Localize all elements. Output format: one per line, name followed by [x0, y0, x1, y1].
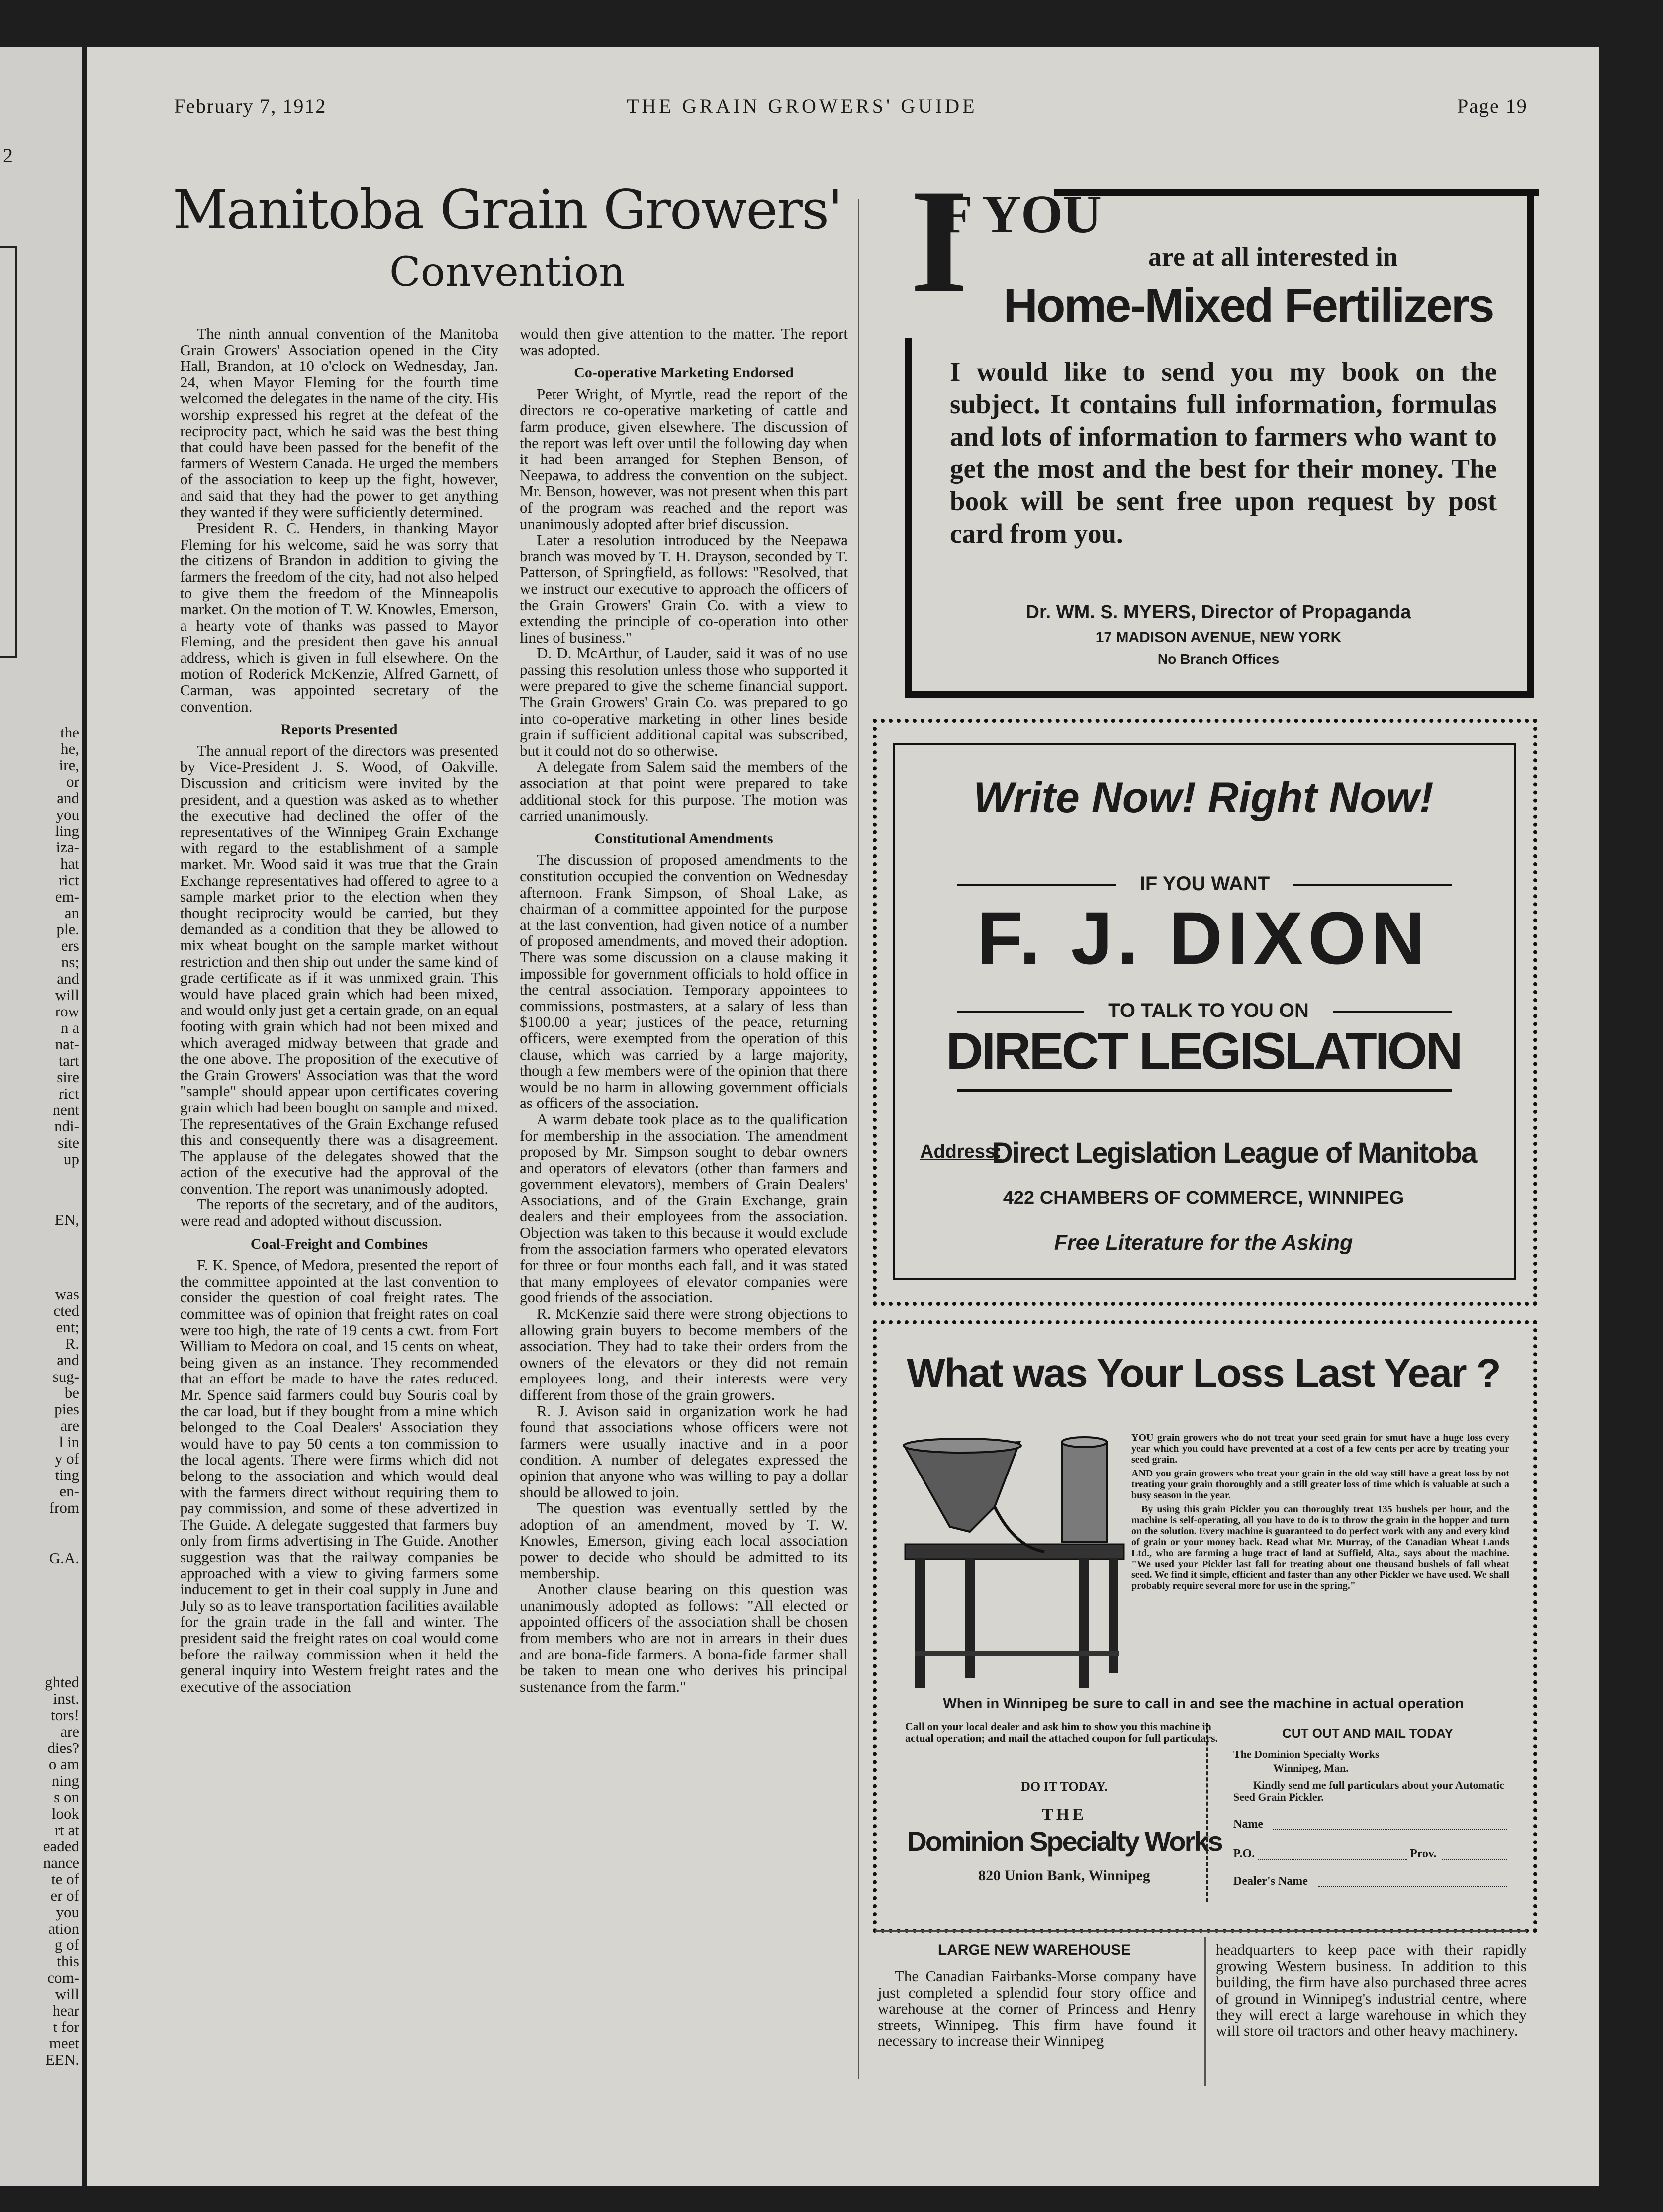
previous-page-fragment: are — [60, 1417, 79, 1434]
ad-dixon-rule — [957, 1011, 1084, 1013]
previous-page-fragment: ers — [61, 937, 79, 954]
paragraph: The discussion of proposed amendments to the constitution occupied the convention on Wednesday afternoon. Frank Simpson, of Shoal Lake, as chairman of a committee appointed for the purpose at the last convention, had given notice of a number of proposed amendments, and moved their adoption. There was some discussion on a clause making it impossible for government officials to hold office in the central association. Temporary appointees to commissions, postmasters, at a salary of less than $100.00 a year; justices of the peace, returning officers, were exempted from the operation of this clause, which was carried by a large majority, though a few members were of the opinion that there would be no harm in allowing government officials as officers of the association. — [520, 851, 848, 1112]
previous-page-fragment: will — [55, 1985, 79, 2003]
paragraph: A warm debate took place as to the qualification for membership in the association. The amendment proposed by Mr. Simpson sought to debar owners and operators of elevators (other than farmers and government elevators), members of Grain Dealers' Associations, and of the Grain Exchange, grain dealers and their employees from the association. Objection was taken to this because it would exclude from the association farmers who operated elevators for three or four months each fall, and it was stated that many employees of elevator companies were good friends of the association. — [520, 1110, 848, 1306]
previous-page-fragment: are — [60, 1723, 79, 1740]
ad-fertilizer-lead: F YOU — [940, 185, 1102, 244]
previous-page-fragment: ning — [51, 1772, 79, 1789]
coupon-text: Kindly send me full particulars about your Automatic Seed Grain Pickler. — [1233, 1779, 1505, 1803]
coupon-name-label: Name — [1233, 1818, 1263, 1831]
ad-dixon-free: Free Literature for the Asking — [1054, 1231, 1353, 1255]
pickler-machine-illustration — [895, 1432, 1129, 1701]
previous-page-fragment: ndi- — [54, 1117, 79, 1135]
ad-fertilizer-headline: Home-Mixed Fertilizers — [1003, 279, 1493, 332]
ad-pickler-company-address: 820 Union Bank, Winnipeg — [978, 1867, 1150, 1884]
previous-page-fragment: eaded — [43, 1838, 79, 1855]
ad-pickler-call-on: Call on your local dealer and ask him to show you this machine in actual operation; and mail the attached coupon for full particulars. — [905, 1720, 1218, 1744]
previous-page-fragment: sug- — [52, 1368, 79, 1385]
ad-dixon-rule — [957, 1089, 1452, 1092]
previous-page-fragment: will — [55, 986, 79, 1004]
ad-dixon-rule — [1333, 1011, 1452, 1013]
coupon-po-label: P.O. — [1233, 1847, 1255, 1860]
previous-page-fragment: you — [56, 806, 79, 823]
previous-page-fragment: and — [57, 789, 79, 807]
coupon-po-field[interactable] — [1258, 1858, 1407, 1860]
ad-dixon-league: Direct Legislation League of Manitoba — [992, 1137, 1477, 1169]
ad-dixon-headline: Write Now! Right Now! — [973, 774, 1434, 822]
previous-page-fragment: em- — [55, 888, 79, 905]
section-heading-constitutional: Constitutional Amendments — [594, 830, 773, 847]
coupon-prov-field[interactable] — [1442, 1858, 1507, 1860]
previous-page-fragment: up — [64, 1150, 79, 1168]
ad-dixon-street: 422 CHAMBERS OF COMMERCE, WINNIPEG — [1003, 1188, 1404, 1208]
previous-page-number: 2 — [3, 144, 13, 167]
coupon-dealer-field[interactable] — [1318, 1885, 1507, 1887]
ad-pickler-company: Dominion Specialty Works — [907, 1826, 1222, 1857]
previous-page-fragment: sire — [57, 1068, 79, 1086]
previous-page-fragment: or — [66, 773, 79, 790]
previous-page-fragment: rict — [58, 871, 79, 889]
previous-page-fragment: G.A. — [49, 1549, 79, 1567]
previous-page-fragment: was — [55, 1286, 79, 1303]
coupon-cut-line — [1206, 1723, 1210, 1902]
ad-fertilizer-note: No Branch Offices — [1157, 651, 1280, 667]
coupon-to: The Dominion Specialty Works — [1233, 1748, 1380, 1760]
ad-pickler-do-it: DO IT TODAY. — [1021, 1779, 1108, 1794]
article-column-1 — [180, 326, 498, 2076]
previous-page-fragment: pies — [54, 1400, 79, 1418]
paragraph: headquarters to keep pace with their rapidly growing Western business. In addition to this building, the firm have also purchased three acres of ground in Winnipeg's industrial centre, where they will erect a large warehouse in which they will store oil tractors and other heavy machinery. — [1216, 1941, 1527, 2039]
ad-dixon-if-you-want: IF YOU WANT — [1139, 873, 1270, 895]
previous-page-fragment: hear — [52, 2002, 79, 2019]
ad-dixon-address-label: Address: — [920, 1141, 1002, 1162]
previous-page-fragment: o am — [48, 1755, 79, 1773]
previous-page-fragment: the — [60, 724, 79, 741]
previous-page-fragment: rict — [58, 1085, 79, 1102]
ad-fertilizer-signature: Dr. WM. S. MYERS, Director of Propaganda — [1025, 602, 1411, 623]
warehouse-column-a — [878, 1968, 1196, 2049]
paragraph: F. K. Spence, of Medora, presented the report of the committee appointed at the last convention to consider the question of coal freight rates. The committee was of opinion that freight rates on coal were too high, the rate of 19 cents a cwt. from Fort William to Medora on coal, and 15 cents on wheat, being given as an instance. They recommended that an effort be made to have the rates reduced. Mr. Spence said farmers could buy Souris coal by the car load, but if they bought from a mine which belonged to the Coal Dealers' Association they would have to pay 50 cents a ton commission to the local agents. There were firms which did not belong to the association and which would deal with the farmers direct without requiring them to pay commission, and some of these advertized in The Guide. A delegate suggested that farmers buy only from firms advertising in The Guide. Another suggestion was that the railway companies be approached with a view to giving farmers some inducement to get in their coal supply in June and July so as to leave transportation facilities available for the grain trade in the fall and winter. The president said the freight rates on coal would come before the railway commission when it held the general inquiry into Western freight rates and the executive of the association — [180, 1256, 498, 1695]
coupon-title: CUT OUT AND MAIL TODAY — [1282, 1726, 1453, 1741]
previous-page-fragment: an — [64, 904, 79, 922]
previous-page-fragment: tors! — [51, 1706, 79, 1724]
header-page-number: Page 19 — [1457, 95, 1528, 117]
coupon-name-field[interactable] — [1273, 1828, 1507, 1830]
previous-page-fragment: you — [56, 1903, 79, 1921]
previous-page-fragment: meet — [49, 2034, 79, 2052]
paragraph: D. D. McArthur, of Lauder, said it was of no use passing this resolution unless those who supported it were prepared to give the scheme financial support. The Grain Growers' Grain Co. was prepared to go into co-operative marketing in other lines beside grain if sufficient additional capital was subscribed, but it could not do so otherwise. — [520, 645, 848, 759]
warehouse-divider — [1204, 1937, 1206, 2086]
coupon-prov-label: Prov. — [1410, 1847, 1437, 1860]
previous-page-fragment: iza- — [56, 838, 79, 856]
section-heading-coal: Coal-Freight and Combines — [250, 1235, 428, 1252]
paragraph: would then give attention to the matter. The report was adopted. — [520, 326, 848, 359]
previous-page-box — [0, 246, 17, 658]
paragraph: R. McKenzie said there were strong objections to allowing grain buyers to become members of the association. They had to take their orders from the owners of the elevators or they did not remain employees long, and their interests were very different from those of the grain growers. — [520, 1305, 848, 1403]
ad-fertilizer-line2: are at all interested in — [1148, 242, 1398, 272]
ad-dixon-rule — [957, 884, 1116, 886]
ad-pickler-headline: What was Your Loss Last Year ? — [907, 1351, 1500, 1396]
previous-page-fragment: ling — [55, 822, 79, 839]
previous-page-fragment: site — [57, 1134, 79, 1151]
ad-dixon-rule — [1293, 884, 1452, 886]
ad-fertilizer-left-rule — [905, 338, 912, 694]
previous-page-fragment: and — [57, 970, 79, 987]
paragraph: The reports of the secretary, and of the auditors, were read and adopted without discussion. — [180, 1196, 498, 1230]
previous-page-fragment: ting — [55, 1466, 79, 1483]
previous-page-fragment: R. — [65, 1335, 79, 1352]
previous-page-fragment: nent — [52, 1101, 79, 1118]
paragraph: The question was eventually settled by the adoption of an amendment, moved by T. W. Knowles, Emerson, giving each local association power to decide who should be admitted to its membership. — [520, 1499, 848, 1582]
ad-fertilizer-initial: I — [910, 159, 968, 324]
previous-page-fragment: this — [57, 1952, 79, 1970]
ad-pickler-text-p3: By using this grain Pickler you can thoroughly treat 135 bushels per hour, and the machine is self-operating, all you have to do is to throw the grain in the hopper and turn on the solution. Every machine is guaranteed to do perfect work with any and every kind of grain or your money back. Read what Mr. Murray, of the Canadian Wheat Lands Ltd., who are farming a huge tract of land at Suffield, Alta., says about the machine. "We used your Pickler last fall for treating about one thousand bushels of fall wheat seed. We find it simple, efficient and faster than any other Pickler we have used. We shall probably require several more for use in the spring." — [1131, 1504, 1509, 1591]
previous-page-fragment: nat- — [55, 1035, 79, 1053]
previous-page-fragment: he, — [60, 740, 79, 757]
previous-page-fragment: and — [57, 1351, 79, 1369]
previous-page-fragment: l in — [59, 1433, 79, 1451]
paragraph: The Canadian Fairbanks-Morse company have just completed a splendid four story office and warehouse at the corner of Princess and Henry streets, Winnipeg. This firm have found it necessary to increase their Winnipeg — [878, 1967, 1196, 2050]
previous-page-fragment: y of — [54, 1450, 79, 1467]
previous-page-fragment: tart — [58, 1052, 79, 1069]
previous-page-fragment: en- — [59, 1482, 79, 1500]
ad-fertilizer-address: 17 MADISON AVENUE, NEW YORK — [1095, 629, 1342, 645]
ad-fertilizer-top-rule — [1054, 189, 1539, 196]
ad-pickler-text-p2: AND you grain growers who treat your grain in the old way still have a great loss by not treating your grain thoroughly and a still greater loss of time which is valuable at such a busy season in the year. — [1131, 1468, 1509, 1501]
previous-page-fragment: EN, — [54, 1211, 79, 1228]
previous-page-fragment: ent; — [56, 1318, 79, 1336]
previous-page-fragment: from — [49, 1499, 79, 1516]
section-heading-coop: Co-operative Marketing Endorsed — [574, 365, 794, 381]
ad-pickler-winnipeg: When in Winnipeg be sure to call in and see the machine in actual operation — [943, 1696, 1464, 1712]
previous-page-fragment: nance — [43, 1854, 79, 1871]
previous-page-fragment: com- — [47, 1969, 79, 1986]
previous-page-fragment: te of — [51, 1870, 79, 1888]
previous-page-fragment: g of — [54, 1936, 79, 1953]
previous-page-fragment: rt at — [54, 1821, 79, 1839]
previous-page-fragment: ple. — [56, 921, 79, 938]
article-subtitle: Convention — [389, 249, 625, 296]
section-heading-reports: Reports Presented — [280, 721, 398, 738]
previous-page-fragment: dies? — [47, 1739, 79, 1756]
header-publication: THE GRAIN GROWERS' GUIDE — [627, 95, 978, 117]
paragraph: The ninth annual convention of the Manitoba Grain Growers' Association opened in the City Hall, Brandon, at 10 o'clock on Wednesday, Jan. 24, when Mayor Fleming for the fourth time welcomed the delegates in the name of the city. His worship expressed his regret at the defeat of the reciprocity pact, which he said was the best thing that could have been passed for the benefit of the farmers of Western Canada. He urged the members of the association to keep up the fight, however, and said that they had the power to get anything they wanted if they were sufficiently determined. — [180, 326, 498, 521]
paragraph: Peter Wright, of Myrtle, read the report of the directors re co-operative marketing of cattle and farm produce, given elsewhere. The discussion of the report was left over until the following day when it had been arranged for Stephen Benson, of Neepawa, to address the convention on the subject. Mr. Benson, however, was not present when this part of the program was reached and the report was unanimously adopted after brief discussion. — [520, 385, 848, 533]
previous-page-fragment: ghted — [45, 1673, 79, 1691]
article-title: Manitoba Grain Growers' — [172, 179, 842, 241]
warehouse-column-b — [1216, 1942, 1527, 2039]
paragraph: President R. C. Henders, in thanking Mayor Fleming for his welcome, said he was sorry that the citizens of Brandon in addition to giving the farmers the freedom of the city, had not also helped to give them the freedom of the Minneapolis market. On the motion of T. W. Knowles, Emerson, a hearty vote of thanks was passed to Mayor Fleming, and the president then gave his annual address, which is given in full elsewhere. On the motion of Roderick McKenzie, Alfred Garnett, of Carman, was appointed secretary of the convention. — [180, 519, 498, 715]
paragraph: The annual report of the directors was presented by Vice-President J. S. Wood, of Oakville. Discussion and criticism were invited by the president, and a question was asked as to whether the executive had declined the offer of the representatives of the Winnipeg Grain Exchange with regard to the establishment of a sample market. Mr. Wood said it was true that the Grain Exchange representatives had offered to agree to a sample market prior to the election when they thought reciprocity would be carried, but they demanded as a condition that they be allowed to mix wheat bought on the sample market without restriction and then ship out under the same kind of grade certificate as if it was unmixed grain. This would have placed grain which had been mixed, and would only just get a certain grade, on an equal footing with grain which had not been mixed and which averaged midway between that grade and the one above. The proposition of the executive of the Grain Growers' Association was that the word "sample" should appear upon certificates covering grain which had been bought on sample and mixed. The representatives of the Grain Exchange refused this and consequently there was a disagreement. The applause of the delegates showed that the action of the executive had the approval of the convention. The report was unanimously adopted. — [180, 741, 498, 1197]
previous-page-fragment: EEN. — [45, 2051, 79, 2068]
previous-page-fragment: look — [51, 1805, 79, 1822]
coupon-dealer-label: Dealer's Name — [1233, 1875, 1308, 1888]
previous-page-fragment: ns; — [61, 953, 79, 971]
ad-pickler-the: THE — [1042, 1805, 1087, 1824]
previous-page-fragment: inst. — [53, 1690, 79, 1707]
previous-page-fragment: ation — [48, 1920, 79, 1937]
previous-page-fragment: row — [55, 1003, 79, 1020]
previous-page-fragment: er of — [50, 1887, 79, 1904]
paragraph: Later a resolution introduced by the Neepawa branch was moved by T. H. Drayson, seconded by T. Patterson, of Springfield, as follows: "Resolved, that we instruct our executive to approach the officers of the Grain Growers' Grain Co. with a view to extending the principle of co-operation into other lines of business." — [520, 531, 848, 646]
previous-page-edge — [0, 47, 82, 2186]
article-column-2 — [520, 326, 848, 2076]
previous-page-fragment: ire, — [59, 756, 79, 774]
previous-page-fragment: s on — [54, 1788, 79, 1806]
ad-dixon-to-talk: TO TALK TO YOU ON — [1108, 1000, 1309, 1021]
ad-pickler-text — [1131, 1432, 1509, 1591]
previous-page-fragment: n a — [60, 1019, 79, 1036]
ad-dixon-topic: DIRECT LEGISLATION — [946, 1022, 1461, 1080]
previous-page-fragment: t for — [53, 2018, 79, 2035]
warehouse-heading: LARGE NEW WAREHOUSE — [937, 1942, 1131, 1958]
column-divider — [858, 199, 859, 2079]
paragraph: Another clause bearing on this question was unanimously adopted as follows: "All elected or appointed officers of the association shall be chosen from members who are not in arrears in their dues and are bona-fide farmers. A bona-fide farmer shall be taken to mean one who derives his principal sustenance from the farm." — [520, 1580, 848, 1695]
ad-pickler-text-p1: YOU grain growers who do not treat your seed grain for smut have a huge loss every year which you could have prevented at a cost of a few cents per acre by treating your seed grain. — [1131, 1432, 1509, 1465]
ad-dixon-name: F. J. DIXON — [977, 896, 1430, 980]
warehouse-top-rule — [875, 1930, 1527, 1932]
previous-page-fragment: be — [64, 1384, 79, 1401]
paragraph: R. J. Avison said in organization work he had found that associations whose officers were not farmers were usually inactive and in a poor condition. A number of delegates expressed the opinion that anyone who was willing to pay a dollar should be allowed to join. — [520, 1402, 848, 1501]
ad-fertilizer-body: I would like to send you my book on the subject. It contains full information, formulas and lots of information to farmers who want to get the most and the best for their money. The book will be sent free upon request by post card from you. — [950, 357, 1497, 549]
paragraph: A delegate from Salem said the members of the association at that point were prepared to take additional stock for this purpose. The motion was carried unanimously. — [520, 758, 848, 825]
previous-page-fragment: cted — [53, 1302, 79, 1319]
coupon-city: Winnipeg, Man. — [1273, 1762, 1349, 1774]
previous-page-fragment: hat — [60, 855, 79, 872]
header-date: February 7, 1912 — [174, 95, 327, 117]
